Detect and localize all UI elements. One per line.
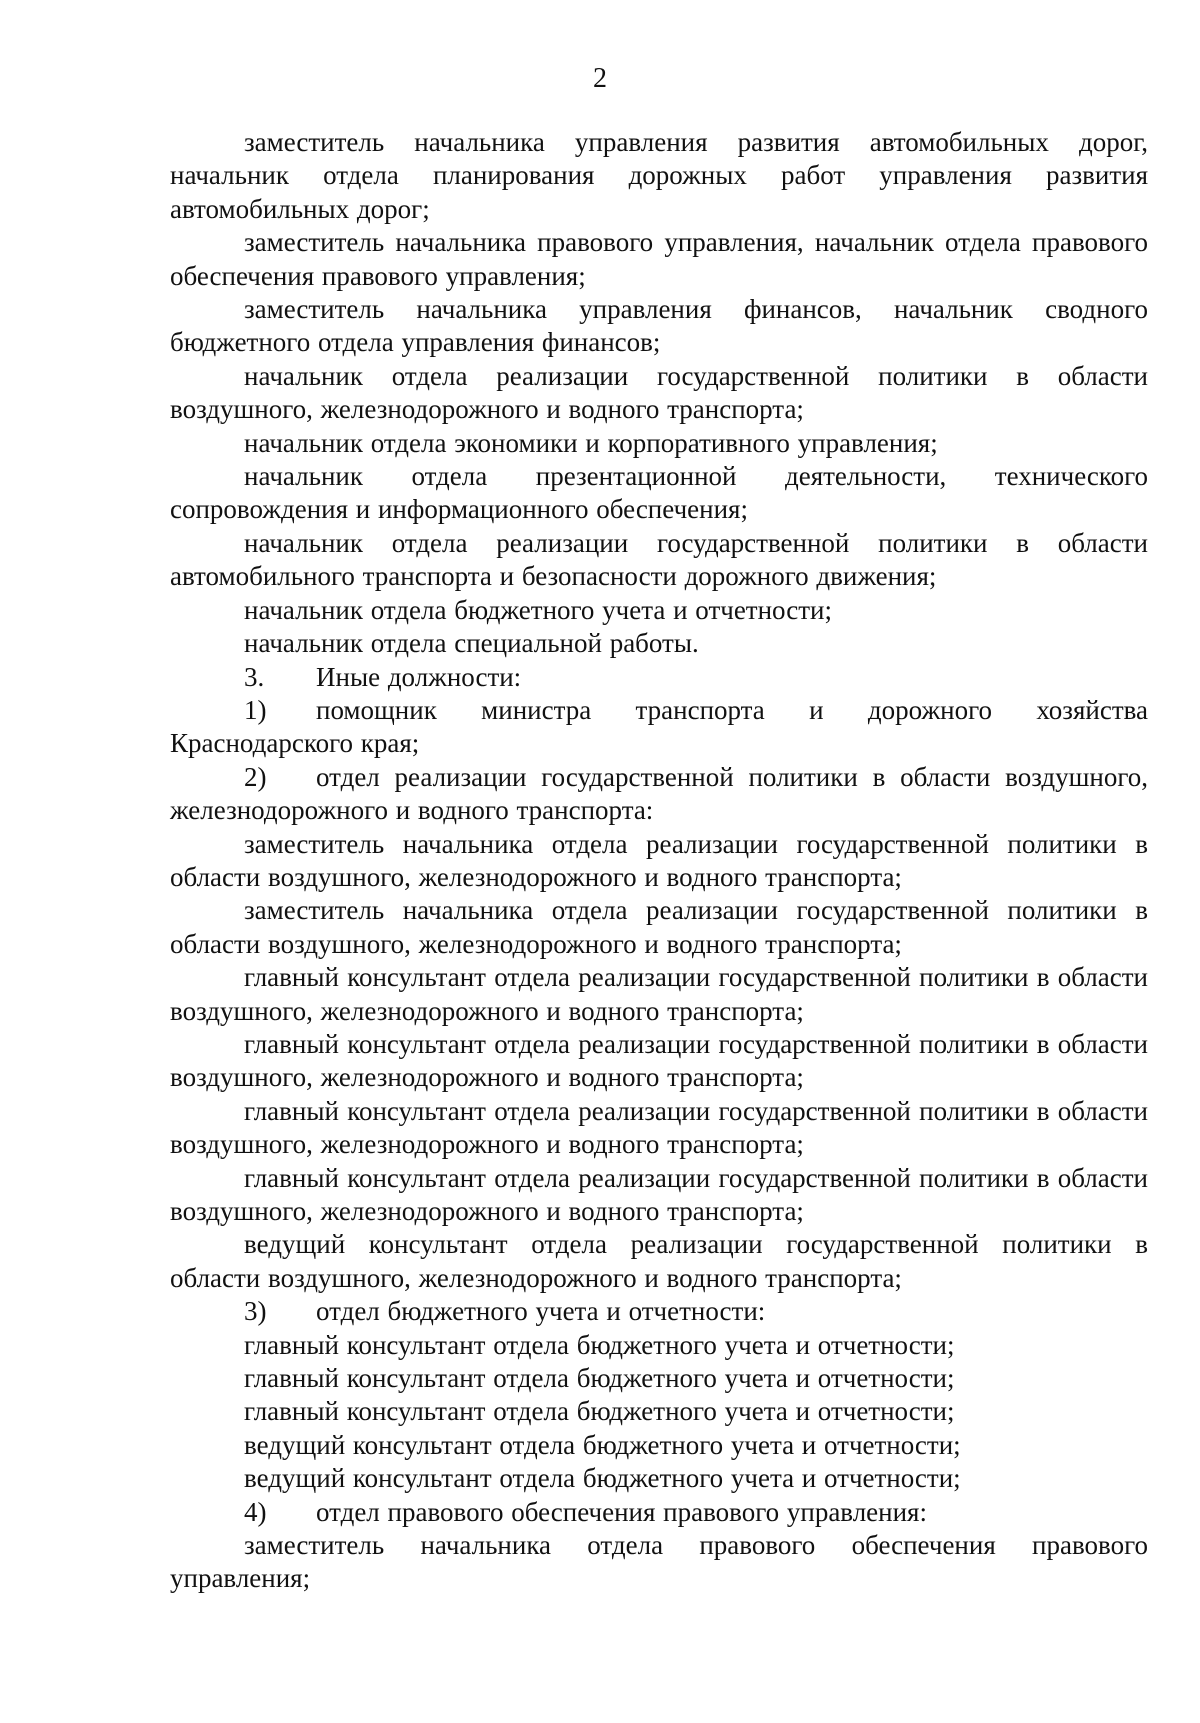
paragraph-number: 3.	[244, 661, 265, 692]
paragraph	[170, 1228, 1148, 1295]
paragraph-text: главный консультант отдела реализации государственной политики в области воздушного, железнодорожного и водного транспорта;	[170, 962, 1148, 1026]
paragraph-number: 1)	[244, 694, 267, 725]
paragraph-text: заместитель начальника отдела правового обеспечения правового управления;	[170, 1530, 1148, 1594]
paragraph-number: 2)	[244, 761, 267, 792]
paragraph-text: заместитель начальника отдела реализации государственной политики в области воздушного, железнодорожного и водного транспорта;	[170, 895, 1148, 959]
numbered-paragraph	[170, 694, 1148, 761]
paragraph	[170, 1329, 1148, 1362]
page-number: 2	[593, 63, 607, 94]
paragraph	[170, 627, 1148, 660]
numbered-paragraph	[170, 761, 1148, 828]
paragraph-text: ведущий консультант отдела бюджетного учета и отчетности;	[244, 1429, 961, 1460]
paragraph-text: главный консультант отдела бюджетного учета и отчетности;	[244, 1363, 955, 1394]
paragraph-text: Иные должности:	[316, 661, 522, 692]
paragraph	[170, 293, 1148, 360]
paragraph-text: главный консультант отдела реализации государственной политики в области воздушного, железнодорожного и водного транспорта;	[170, 1095, 1148, 1160]
paragraph	[170, 360, 1148, 427]
paragraph-text: начальник отдела презентационной деятельности, технического сопровождения и информационного обеспечения;	[170, 461, 1148, 525]
paragraph-number: 3)	[244, 1296, 267, 1327]
paragraph-text: ведущий консультант отдела бюджетного учета и отчетности;	[244, 1463, 961, 1494]
paragraph	[170, 1395, 1148, 1428]
paragraph	[170, 894, 1148, 961]
paragraph-text: главный консультант отдела реализации государственной политики в области воздушного, железнодорожного и водного транспорта;	[170, 1028, 1148, 1093]
paragraph	[170, 226, 1148, 293]
paragraph-text: заместитель начальника отдела реализации государственной политики в области воздушного, железнодорожного и водного транспорта;	[170, 828, 1148, 892]
paragraph-text: главный консультант отдела реализации государственной политики в области воздушного, железнодорожного и водного транспорта;	[170, 1162, 1148, 1226]
paragraph	[170, 1462, 1148, 1495]
numbered-paragraph	[170, 1496, 1148, 1529]
paragraph	[170, 527, 1148, 594]
paragraph	[170, 1429, 1148, 1462]
paragraph-text: заместитель начальника управления развития автомобильных дорог, начальник отдела планирования дорожных работ управления развития автомобильных дорог;	[170, 127, 1148, 224]
numbered-paragraph	[170, 661, 1148, 694]
numbered-paragraph	[170, 1295, 1148, 1328]
paragraph	[170, 1529, 1148, 1596]
paragraph	[170, 460, 1148, 527]
paragraph-text: ведущий консультант отдела реализации государственной политики в области воздушного, железнодорожного и водного транспорта;	[170, 1229, 1148, 1293]
paragraph	[170, 961, 1148, 1028]
paragraph-text: заместитель начальника правового управления, начальник отдела правового обеспечения правового управления;	[170, 227, 1148, 291]
paragraph-text: отдел реализации государственной политики в области воздушного, железнодорожного и водного транспорта:	[170, 761, 1148, 826]
paragraph	[170, 1028, 1148, 1095]
paragraph	[170, 1095, 1148, 1162]
paragraph-text: начальник отдела реализации государственной политики в области автомобильного транспорта и безопасности дорожного движения;	[170, 527, 1148, 592]
paragraph-text: начальник отдела специальной работы.	[244, 628, 699, 659]
paragraph-text: начальник отдела реализации государственной политики в области воздушного, железнодорожного и водного транспорта;	[170, 360, 1148, 425]
paragraph-text: отдел бюджетного учета и отчетности:	[316, 1296, 766, 1327]
paragraph	[170, 1362, 1148, 1395]
document-body	[170, 126, 1148, 1596]
paragraph-text: начальник отдела экономики и корпоративного управления;	[244, 427, 938, 458]
paragraph-text: главный консультант отдела бюджетного учета и отчетности;	[244, 1329, 955, 1360]
paragraph-text: главный консультант отдела бюджетного учета и отчетности;	[244, 1396, 955, 1427]
paragraph-number: 4)	[244, 1496, 267, 1527]
paragraph	[170, 126, 1148, 226]
paragraph-text: помощник министра транспорта и дорожного хозяйства Краснодарского края;	[170, 694, 1148, 759]
paragraph	[170, 828, 1148, 895]
paragraph-text: заместитель начальника управления финансов, начальник сводного бюджетного отдела управления финансов;	[170, 294, 1148, 358]
paragraph	[170, 427, 1148, 460]
paragraph-text: отдел правового обеспечения правового управления:	[316, 1496, 927, 1527]
paragraph	[170, 594, 1148, 627]
paragraph-text: начальник отдела бюджетного учета и отчетности;	[244, 594, 832, 625]
paragraph	[170, 1162, 1148, 1229]
